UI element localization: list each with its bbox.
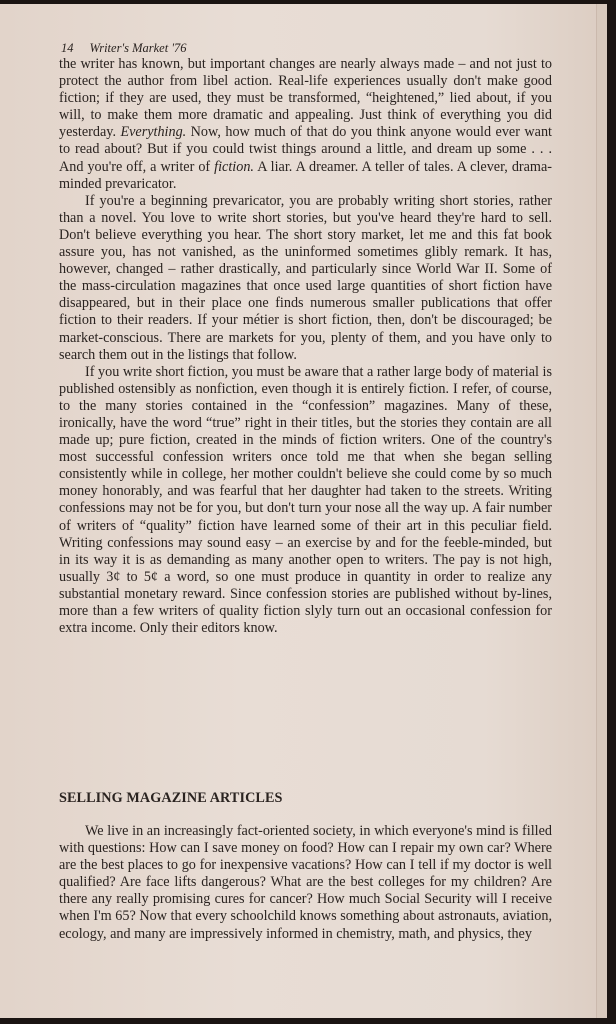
text-run: the writer has known, but important changes are nearly always made – and not just to protect the author from libel action. Real-life experiences usually don't make good fiction; if they are used, they must be transformed, “heightened,” lied about, if you will, to make them more dramatic and appealing. Just think of everything you did yesterday. (59, 56, 552, 141)
running-head (61, 41, 187, 56)
paragraph: If you're a beginning prevaricator, you are probably writing short stories, rather than a novel. You love to write short stories, but you've heard they're hard to sell. Don't believe everything you hear. The short story market, let me and this fat book assure you, has not vanished, as the uninformed sometimes glibly remark. It has, however, changed – rather drastically, and particularly since World War II. Some of the mass-circulation magazines that once used large quantities of short fiction have disappeared, but in their place one finds numerous smaller publications that offer fiction to their readers. If your métier is short fiction, then, don't be discouraged; be market-conscious. There are markets for you, plenty of them, and you have only to search them out in the listings that follow. (59, 192, 552, 363)
text-run: A liar. A dreamer. A teller of tales. A clever, drama-minded prevaricator. (59, 158, 552, 192)
section-body (59, 823, 552, 943)
page-number: 14 (61, 41, 74, 55)
emphasis: fiction. (214, 158, 254, 175)
page-edge (596, 4, 607, 1018)
emphasis: Everything. (120, 124, 187, 141)
section-heading: SELLING MAGAZINE ARTICLES (59, 790, 283, 806)
paragraph: We live in an increasingly fact-oriented society, in which everyone's mind is filled with questions: How can I save money on food? How can I repair my own car? Where are the best places to go for inexpensive vacations? How can I tell if my doctor is well qualified? Are face lifts dangerous? What are the best colleges for my children? Are there any really promising cures for cancer? How much Social Security will I receive when I'm 65? Now that every schoolchild knows something about astronauts, aviation, ecology, and many are impressively informed in chemistry, math, and physics, they (59, 823, 552, 942)
body-text (59, 56, 552, 637)
text-run: Now, how much of that do you think anyone would ever want to read about? But if you could twist things around a little, and dream up some . . . And you're off, a writer of (59, 124, 552, 175)
paragraph (59, 56, 552, 193)
book-title: Writer's Market '76 (89, 41, 187, 55)
paragraph: If you write short fiction, you must be aware that a rather large body of material is published ostensibly as nonfiction, even though it is entirely fiction. I refer, of course, to the many stories contained in the “confession” magazines. Many of these, ironically, have the word “true” right in their titles, but the stories they contain are all made up; pure fiction, created in the minds of fiction writers. One of the country's most successful confession writers once told me that when she began selling consistently while in college, her mother couldn't believe she could come by so much money honorably, and was fearful that her daughter had taken to the streets. Writing confessions may not be for you, but don't turn your nose all the way up. A fair number of writers of “quality” fiction have learned some of their art in this peculiar field. Writing confessions may sound easy – an exercise by and for the feeble-minded, but in its way it is as demanding as many another open to writers. The pay is not high, usually 3¢ to 5¢ a word, so one must produce in quantity in order to realize any substantial monetary reward. Since confession stories are published without by-lines, more than a few writers of quality fiction slyly turn out an occasional confession for extra income. Only their editors know. (59, 363, 552, 637)
